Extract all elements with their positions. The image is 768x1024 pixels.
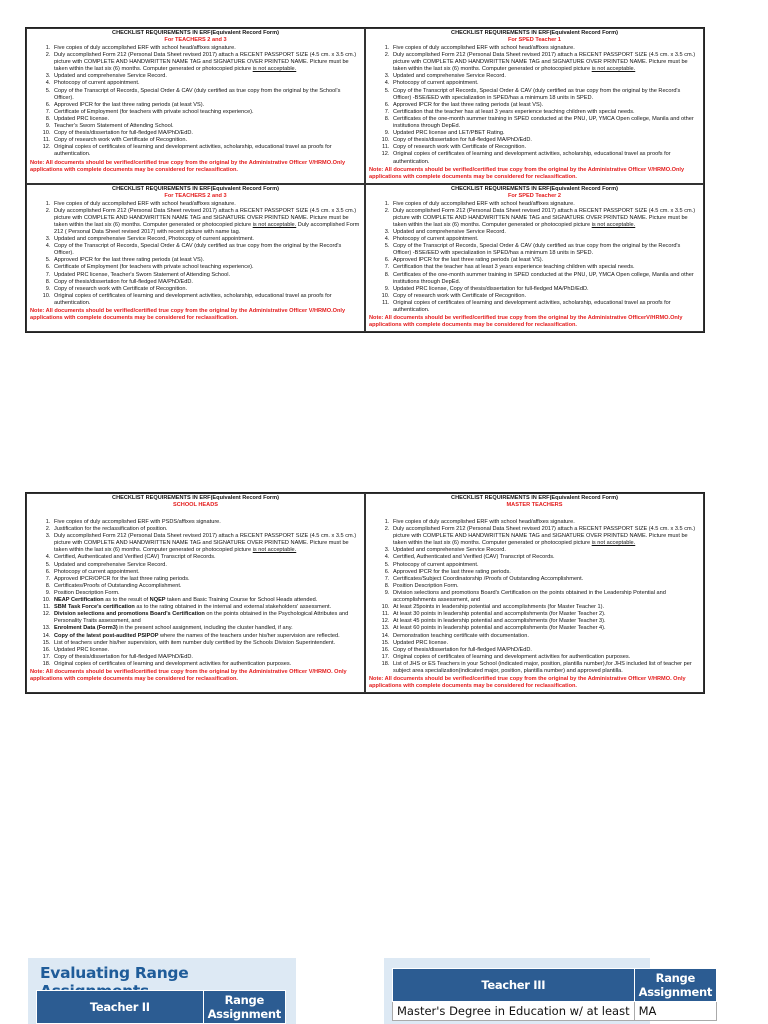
item-text: Approved IPCR for the last three rating periods (at least VS). [54,101,205,108]
list-item [391,300,700,314]
item-text: Duly accomplished Form 212 (Personal Data Sheet revised 2017) attach a RECENT PASSPORT SIZE (4.5 cm. x 3.5 cm.) picture with COMPLETE AND HANDWRITTEN NAME TAG and SIGNATURE OVER PRINTED NAME. Picture must be taken within the last six (6) months. Computer generated or photocopied picture [54,533,357,554]
item-text: Copy of thesis/dissertation for full-fledged MA/PhD/EdD. [54,653,193,660]
list-item [52,109,361,116]
note-text: Note: All documents should be verified/certified true copy from the original by the Administrative Officer V/HRMO. Only applications with complete documents may be considered for reclassification. [30,668,347,682]
checklist-title: CHECKLIST REQUIREMENTS IN ERF(Equivalent Record Form) [112,30,279,36]
list-item [52,243,361,257]
checklist-title: CHECKLIST REQUIREMENTS IN ERF(Equivalent Record Form) [451,185,618,192]
item-text: Photocopy of current appointment. [54,80,140,87]
list-item [52,526,361,533]
table-header-range: Range Assignment [203,991,285,1024]
list-item [391,519,700,526]
item-text: Five copies of duly accomplished ERF with school head/affixes signature. [393,45,575,51]
item-text: Certification that the teacher has at least 3 years experience teaching children with special needs. [393,108,635,115]
item-text: Copy of research work with Certificate of Recognition. [54,137,188,144]
list-item [391,625,700,632]
item-text: as to the rating obtained in the internal and external stakeholders' assessment. [134,604,332,611]
list-item [52,144,361,158]
list-item [391,264,700,271]
checklist-box [26,28,365,184]
item-text: Updated and comprehensive Service Record. [393,228,506,235]
list-item [52,569,361,576]
range-assignment-card-left [28,958,296,1024]
item-text: Updated and comprehensive Service Record. [393,547,506,554]
requirements-list [30,45,361,159]
item-text: Five copies of duly accomplished ERF with school head/affixes signature. [54,45,236,51]
item-bold-text: Division selections and promotions Board's Certification [54,611,205,618]
item-text: Updated and comprehensive Service Record. [54,73,167,80]
list-item [52,88,361,102]
list-item [391,257,700,264]
item-text: Teacher's Sworn Statement of Attending School. [54,123,174,130]
item-underlined-text: is not acceptable. [252,66,297,73]
list-item [52,661,361,668]
list-item [391,569,700,576]
note-text: Note: All documents should be verified/certified true copy from the original by the Administrative Officer V/HRMO.Only applications with complete documents may be considered for reclassification. [30,159,346,173]
list-item [391,604,700,611]
item-underlined-text: is not acceptable. [591,66,636,73]
item-text: Five copies of duly accomplished ERF with school head/affixes signature. [54,200,236,207]
list-item [391,554,700,561]
list-item [52,123,361,130]
item-text: Copy of thesis/dissertation for full-fledged MA/PhD/EdD. [54,278,193,285]
item-text: Certificates of the one-month summer training in SPED conducted at the PNU, UP, YMCA Open college, Manila and other institutions through DepEd. [393,271,694,285]
list-item [391,109,700,116]
list-item [391,640,700,647]
item-text: Demonstration teaching certificate with documentation. [393,632,529,639]
item-text: Duly accomplished Form 212 (Personal Data Sheet revised 2017) attach a RECENT PASSPORT SIZE (4.5 cm. x 3.5 cm.) picture with COMPLETE AND HANDWRITTEN NAME TAG and SIGNATURE OVER PRINTED NAME. Picture must be taken within the last six (6) months. Computer generated or photocopied picture [54,52,357,73]
item-text: List of teachers under his/her supervision, with item number duly certified by the Schools Division Superintendent. [54,639,336,646]
item-text: Certificates of the one-month summer training in SPED conducted at the PNU, UP, YMCA Open college, Manila and other institutions through DepEd. [393,115,694,130]
checklist-sheet-bottom [25,492,705,694]
list-item [52,102,361,109]
list-item [52,236,361,243]
list-item [52,130,361,137]
list-item [52,647,361,654]
table-header-position: Teacher II [37,991,204,1024]
item-text: Copy of the Transcript of Records, Special Order & CAV (duly certified as true copy from the original by the Record's Officer) -BSE/EED with specialization in SPED/has a minimum 18 units in SPED. [393,243,681,257]
item-text: Certificate of Employment (for teachers with private school teaching experience). [54,108,254,115]
list-item [52,554,361,561]
list-item [391,654,700,661]
item-bold-text: NQEP [149,597,166,604]
item-text: Updated PRC license, Copy of thesis/dissertation for full-fledged MA/PhD/EdD. [393,285,589,292]
item-text: Position Description Form. [393,582,459,589]
item-text: Original copies of certificates of learning and development activities for authentication purposes. [54,660,292,667]
requirements-list [30,519,361,668]
item-text: Original copies of certificates of learning and development activities, scholarship, educational travel as proofs for authentication. [54,292,332,306]
item-text: Original copies of certificates of learning and development activities, scholarship, educational travel as proofs for authentication. [393,151,671,165]
item-text: Certificate of Employment (for teachers with private school teaching experience). [54,264,254,271]
list-item [391,647,700,654]
list-item [391,137,700,144]
item-text: Justification for the reclassification of position. [54,526,168,533]
item-text: where the names of the teachers under his/her supervision are reflected. [158,632,340,639]
list-item [52,633,361,640]
item-bold-text: SBM Task Force's certification [54,604,135,611]
item-text: At least 45 points in leadership potential and accomplishments (for Master Teacher 3). [393,618,606,625]
list-item [391,236,700,243]
spacer [369,509,700,518]
item-bold-text: Copy of the latest post-audited PSIPOP [54,632,159,639]
item-bold-text: Enrolment Data (Form3) [54,625,118,632]
item-text: Position Description Form. [54,589,120,596]
checklist-box [26,184,365,333]
list-item [52,562,361,569]
item-text: Approved IPCR for the last three rating periods (at least VS). [393,257,544,264]
list-item [391,576,700,583]
checklist-box [365,28,704,184]
checklist-subtitle: For SPED Teacher 1 [507,37,562,43]
checklist-subtitle: For TEACHERS 2 and 3 [164,37,227,43]
list-item [52,116,361,123]
list-item [52,73,361,80]
item-text: Approved IPCR/OPCR for the last three rating periods. [54,575,190,582]
item-text: Duly accomplished Form 212 (Personal Data Sheet revised 2017) attach a RECENT PASSPORT SIZE (4.5 cm. x 3.5 cm.) picture with COMPLETE AND HANDWRITTEN NAME TAG and SIGNATURE OVER PRINTED NAME. Picture must be taken within the last six (6) months. Computer generated or photocopied picture [54,207,357,228]
list-item [391,208,700,229]
range-assignment-card-right [384,958,713,1024]
list-item [52,279,361,286]
list-item [391,229,700,236]
table-cell: Master's Degree in Education w/ at least [393,1002,635,1021]
list-item [391,583,700,590]
item-text: Five copies of duly accomplished ERF with school head/affixes signature. [393,200,575,207]
item-text: Copy of the Transcript of Records, Special Order & CAV (duly certified as true copy from the original by the School's Officer). [54,87,341,101]
item-underlined-text: is not acceptable. [591,540,636,547]
list-item [391,590,700,604]
range-table [36,990,286,1024]
list-item [391,562,700,569]
list-item [391,88,700,102]
list-item [52,590,361,597]
item-text: Photocopy of current appointment. [393,236,479,243]
item-text: Copy of research work with Certificate of Recognition. [393,144,527,151]
item-text: Photocopy of current appointment. [393,561,479,568]
item-text: in the present school assignment, including the cluster handled, if any. [117,625,293,632]
list-item [391,547,700,554]
list-item [52,286,361,293]
item-text: Original copies of certificates of learning and development activities for authentication purposes. [393,653,631,660]
item-text: Five copies of duly accomplished ERF with PSDS/affixes signature. [54,519,221,525]
range-table [392,968,717,1021]
list-item [52,293,361,307]
item-text: Original copies of certificates of learning and development activities, scholarship, educational travel as proofs for authentication. [54,144,332,158]
list-item [52,583,361,590]
list-item [52,208,361,236]
item-text: Copy of research work with Certificate of Recognition. [393,292,527,299]
requirements-list [369,201,700,315]
item-text: Certified, Authenticated and Verified (CAV) Transcript of Records. [393,554,555,561]
list-item [52,52,361,73]
list-item [52,640,361,647]
list-item [52,201,361,208]
table-cell: MA [634,1002,716,1021]
item-text: Copy of research work with Certificate of Recognition. [54,285,188,292]
item-text: Copy of thesis/dissertation for full-fledged MA/PhD/EdD. [393,137,532,144]
list-item [391,243,700,257]
item-text: Certificates/Subject Coordinatorship /Proofs of Outstanding Accomplishment. [393,575,584,582]
list-item [391,102,700,109]
list-item [391,633,700,640]
list-item [391,144,700,151]
item-text: on the points obtained in the Psychological Attributes and Personality Traits assessment, and [54,611,349,625]
list-item [391,293,700,300]
item-text: Certified, Authenticated and Verified (CAV) Transcript of Records. [54,554,216,561]
note-text: Note: All documents should be verified/certified true copy from the original by the Administrative OfficerV/HRMO.Only applications with complete documents may be considered for reclassification. [369,315,683,329]
item-text: Certificates/Proofs of Outstanding Accomplishment. [54,582,182,589]
item-text: Updated and comprehensive Service Record, Photocopy of current appointment. [54,236,254,243]
checklist-subtitle: SCHOOL HEADS [173,502,218,508]
checklist-box [26,493,365,693]
list-item [52,264,361,271]
item-text: Division selections and promotions Board's Certification on the points obtained in the Leadership Potential and accomplishments assessment, and [393,589,666,604]
list-item [52,576,361,583]
list-item [391,526,700,547]
card-title: Evaluating Range [40,964,189,982]
item-underlined-text: is not acceptable. [252,221,297,228]
checklist-box [365,493,704,693]
item-text: At least 30 points in leadership potential and accomplishments (for Master Teacher 2). [393,611,606,618]
list-item [52,80,361,87]
item-text: taken and Basic Training Course for School Heads attended. [165,597,318,604]
list-item [52,45,361,52]
spacer [30,509,361,518]
list-item [391,116,700,130]
list-item [52,137,361,144]
checklist-title: CHECKLIST REQUIREMENTS IN ERF(Equivalent Record Form) [451,495,618,501]
item-text: Copy of thesis/dissertation for full-fledged MA/PhD/EdD. [393,646,532,653]
checklist-title: CHECKLIST REQUIREMENTS IN ERF(Equivalent Record Form) [451,30,618,36]
item-text: Updated PRC license. [54,646,110,653]
list-item [391,45,700,52]
list-item [52,654,361,661]
list-item [52,519,361,526]
item-text: Updated and comprehensive Service Record. [54,561,167,568]
list-item [52,597,361,604]
note-text: Note: All documents should be verified/certified true copy from the original by the Administrative Officer V/HRMO.Only applications with complete documents may be considered for reclassification. [30,308,346,321]
list-item [391,272,700,286]
item-text: Approved IPCR for the last three rating periods. [393,568,511,575]
list-item [391,73,700,80]
list-item [52,272,361,279]
item-text: Updated and comprehensive Service Record. [393,73,506,80]
table-header-position: Teacher III [393,969,635,1002]
list-item [52,611,361,625]
list-item [391,611,700,618]
item-text: Duly accomplished Form 212 ( Personal Data Sheet revised 2017) with recent picture with name tag. [54,221,360,235]
list-item [391,201,700,208]
item-text: At least 25points in leadership potential and accomplishments (for Master Teacher 1). [393,604,605,611]
item-text: Duly accomplished Form 212 (Personal Data Sheet revised 2017) attach a RECENT PASSPORT SIZE (4.5 cm. x 3.5 cm.) picture with COMPLETE AND HANDWRITTEN NAME TAG and SIGNATURE OVER PRINTED NAME. Picture must be taken within the last six (6) months. Computer generated or photocopied picture [393,52,696,73]
item-text: Five copies of duly accomplished ERF with school head/affixes signature. [393,519,575,525]
list-item [52,625,361,632]
item-text: Updated PRC license, Teacher's Sworn Statement of Attending School. [54,271,231,278]
table-header-range: Range Assignment [634,969,716,1002]
item-text: Certification that the teacher has at least 3 years experience teaching children with special needs. [393,264,635,271]
item-text: Duly accomplished Form 212 (Personal Data Sheet revised 2017) attach a RECENT PASSPORT SIZE (4.5 cm. x 3.5 cm.) picture with COMPLETE AND HANDWRITTEN NAME TAG and SIGNATURE OVER PRINTED NAME. Picture must be taken within the last six (6) months. Computer generated or photocopied picture [393,526,696,547]
note-text: Note: All documents should be verified/certified true copy from the original by the Administrative Officer V/HRMO. Only applications with complete documents may be considered for reclassification. [369,676,686,690]
item-text: Copy of thesis/dissertation for full-fledged MA/PhD/EdD. [54,130,193,137]
list-item [391,618,700,625]
checklist-sheet-top [25,27,705,333]
checklist-box [365,184,704,333]
item-text: List of JHS or ES Teachers in your School (indicated major, position, plantilla number),for JHS included list of teacher per subject area specialization(indicated major, position, plantilla number) and approved plantilla. [393,660,692,674]
checklist-subtitle: For SPED Teacher 2 [507,192,562,199]
list-item [391,151,700,165]
list-item [391,661,700,675]
list-item [52,533,361,554]
item-underlined-text: is not acceptable. [252,547,297,554]
list-item [391,130,700,137]
item-text: Photocopy of current appointment. [54,568,140,575]
item-text: Copy of the Transcript of Records, Special Order & CAV (duly certified as true copy from the original by the Record's Officer) -BSE/EED with specialization in SPED/has a minimum 18 units in SPED. [393,87,681,101]
checklist-title: CHECKLIST REQUIREMENTS IN ERF(Equivalent Record Form) [112,185,279,192]
note-text: Note: All documents should be verified/certified true copy from the original by the Administrative Officer V/HRMO.Only applications with complete documents may be considered for reclassification. [369,166,685,180]
list-item [52,257,361,264]
item-text: Original copies of certificates of learning and development activities, scholarship, educational travel as proofs for authentication. [393,299,671,313]
list-item [52,604,361,611]
item-text: Photocopy of current appointment. [393,80,479,87]
checklist-subtitle: MASTER TEACHERS [506,502,563,508]
checklist-subtitle: For TEACHERS 2 and 3 [164,192,227,199]
item-text: At least 60 points in leadership potential and accomplishments (for Master Teacher 4). [393,625,606,632]
list-item [391,80,700,87]
item-text: Updated PRC license. [54,115,110,122]
item-text: Approved IPCR for the last three rating periods (at least VS). [393,101,544,108]
requirements-list [30,201,361,307]
list-item [391,52,700,73]
list-item [391,286,700,293]
item-bold-text: NEAP Certification [54,597,104,604]
checklist-title: CHECKLIST REQUIREMENTS IN ERF(Equivalent Record Form) [112,495,279,501]
item-text: Updated PRC license and LET/PBET Rating. [393,130,505,137]
item-underlined-text: is not acceptable. [591,221,636,228]
item-text: Updated PRC license. [393,639,449,646]
requirements-list [369,519,700,675]
item-text: Duly accomplished Form 212 (Personal Data Sheet revised 2017) attach a RECENT PASSPORT SIZE (4.5 cm. x 3.5 cm.) picture with COMPLETE AND HANDWRITTEN NAME TAG and SIGNATURE OVER PRINTED NAME. Picture must be taken within the last six (6) months. Computer generated or photocopied picture [393,207,696,228]
item-text: as to the result of [103,597,150,604]
requirements-list [369,45,700,166]
item-text: Approved IPCR for the last three rating periods (at least VS). [54,257,205,264]
item-text: Copy of the Transcript of Records, Special Order & CAV (duly certified as true copy from the original by the Record's Officer). [54,243,342,257]
